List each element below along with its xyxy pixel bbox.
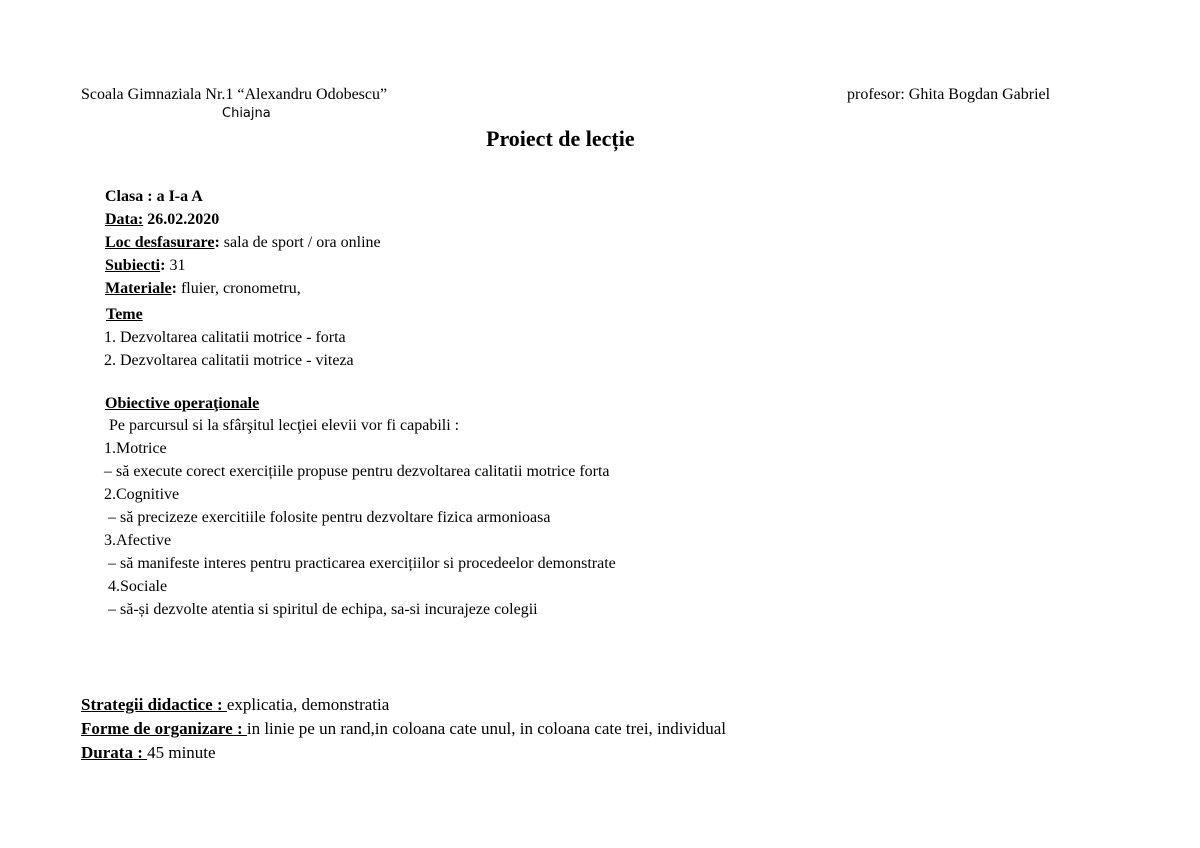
organization-label: Forme de organizare : — [81, 719, 247, 738]
duration-line — [81, 743, 216, 763]
objective-motrice-detail: – să execute corect exercițiile propuse pentru dezvoltarea calitatii motrice forta — [104, 463, 610, 480]
class-value: a I-a A — [156, 188, 203, 205]
objective-cognitive: 2.Cognitive — [104, 486, 180, 503]
location-sep: : — [214, 234, 220, 251]
page-title: Proiect de lecție — [486, 126, 635, 151]
theme-item-2: 2. Dezvoltarea calitatii motrice - viteza — [104, 352, 354, 369]
materials-sep: : — [171, 280, 177, 297]
objective-sociale-detail: – să-și dezvolte atentia si spiritul de echipa, sa-si incurajeze colegii — [104, 601, 538, 618]
objectives-intro: Pe parcursul si la sfârşitul lecţiei elevii vor fi capabili : — [105, 417, 460, 434]
materials-value: fluier, cronometru, — [176, 280, 301, 297]
objective-motrice: 1.Motrice — [104, 440, 167, 457]
date-value: 26.02.2020 — [147, 211, 220, 228]
objective-afective-detail: – să manifeste interes pentru practicarea exercițiilor si procedeelor demonstrate — [104, 555, 616, 572]
organization-line — [81, 719, 726, 739]
subjects-line — [105, 256, 185, 275]
location-line — [105, 233, 381, 252]
objective-sociale: 4.Sociale — [104, 578, 168, 595]
strategies-value: explicatia, demonstratia — [226, 695, 390, 714]
strategies-line — [81, 695, 389, 715]
duration-label: Durata : — [81, 743, 148, 762]
objective-cognitive-detail: – să precizeze exercitiile folosite pentru dezvoltare fizica armonioasa — [104, 509, 551, 526]
date-line — [105, 210, 219, 229]
theme-item-1: 1. Dezvoltarea calitatii motrice - forta — [104, 329, 346, 346]
themes-heading: Teme — [106, 306, 143, 323]
materials-label: Materiale — [105, 280, 172, 297]
objectives-heading: Obiective operaţionale — [105, 395, 260, 412]
school-name: Scoala Gimnaziala Nr.1 “Alexandru Odobescu” — [81, 86, 388, 103]
subjects-value: 31 — [165, 257, 186, 274]
class-label: Clasa : — [105, 188, 153, 205]
location-value: sala de sport / ora online — [219, 234, 381, 251]
location-label: Loc desfasurare — [105, 234, 215, 251]
subjects-sep: : — [160, 257, 166, 274]
date-label: Data: — [105, 211, 144, 228]
locality: Chiajna — [222, 106, 271, 121]
objective-afective: 3.Afective — [104, 532, 172, 549]
subjects-label: Subiecti — [105, 257, 161, 274]
materials-line — [105, 279, 301, 298]
duration-value: 45 minute — [147, 743, 216, 762]
strategies-label: Strategii didactice : — [81, 695, 227, 714]
organization-value: in linie pe un rand,in coloana cate unul, in coloana cate trei, individual — [246, 719, 726, 738]
class-line — [105, 187, 203, 206]
teacher-name: profesor: Ghita Bogdan Gabriel — [847, 86, 1051, 103]
